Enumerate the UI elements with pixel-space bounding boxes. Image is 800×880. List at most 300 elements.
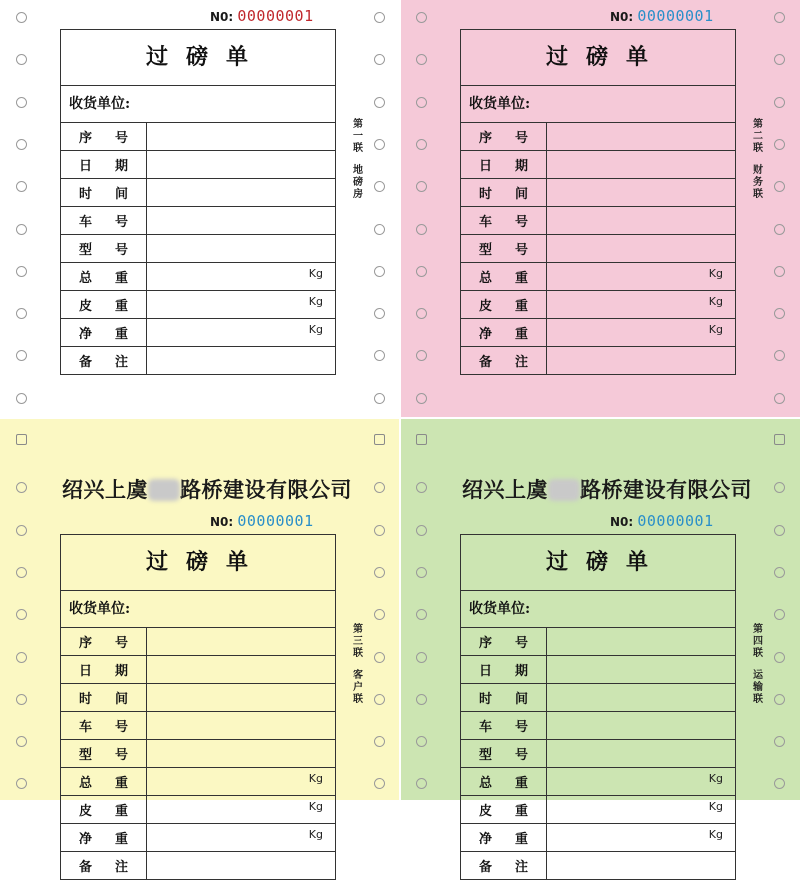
punch-hole [374,12,385,23]
label-char: 总 [79,776,93,791]
copy-label-char: 联 [353,648,363,659]
punch-hole [416,393,427,404]
label-char: 重 [514,776,528,791]
form-row-value[interactable] [547,123,735,150]
receiver-row [461,86,735,123]
form-row [461,768,735,796]
label-char: 型 [79,748,93,763]
label-char: 重 [514,299,528,314]
form-row-value[interactable] [547,319,735,346]
punch-hole [374,139,385,150]
form-row [61,347,335,374]
label-char: 车 [79,215,93,230]
form-row-value[interactable] [147,319,335,346]
form-row [61,684,335,712]
punch-hole [774,694,785,705]
label-char: 期 [514,159,528,174]
punch-hole [774,139,785,150]
label-char: 重 [114,804,128,819]
form-title: 过磅单 [61,535,335,591]
copy-label-char: 房 [353,189,363,200]
punch-hole [16,308,27,319]
form-row-label [461,179,547,206]
receiver-label: 收货单位: [469,96,531,112]
form-row [61,151,335,179]
form-row-label [461,796,547,823]
unit-label: Kg [708,800,723,813]
form-row-value[interactable] [547,235,735,262]
form-row-label [461,123,547,150]
punch-hole [16,139,27,150]
label-char: 号 [514,215,528,230]
punch-hole [16,778,27,789]
punch-hole [416,139,427,150]
form-row-label [61,628,147,655]
copy-label [351,624,365,706]
label-char: 重 [514,327,528,342]
punch-hole [374,609,385,620]
weighing-form [460,534,736,880]
label-char: 号 [114,720,128,735]
form-row-label [61,740,147,767]
punch-hole [374,736,385,747]
label-char: 型 [479,243,493,258]
form-row [61,235,335,263]
label-char: 备 [79,355,93,370]
label-char: 重 [514,271,528,286]
form-row-value[interactable] [547,263,735,290]
form-row-label [61,291,147,318]
form-row-value[interactable] [147,151,335,178]
form-row [461,656,735,684]
label-char: 号 [514,131,528,146]
copy-label-char: 输 [753,682,763,693]
label-char: 型 [479,748,493,763]
form-title: 过磅单 [461,535,735,591]
punch-hole [374,393,385,404]
punch-hole [16,97,27,108]
form-row [461,824,735,852]
form-row-value[interactable] [547,656,735,683]
punch-hole [774,609,785,620]
form-row-value[interactable] [547,712,735,739]
form-row [61,740,335,768]
form-row-value[interactable] [547,151,735,178]
punch-hole [416,736,427,747]
punch-hole [16,652,27,663]
form-row-value[interactable] [147,263,335,290]
label-char: 序 [479,636,493,651]
form-row-value[interactable] [547,768,735,795]
form-row-value[interactable] [547,852,735,879]
copy-label-char: 联 [753,648,763,659]
punch-hole [416,266,427,277]
label-char: 车 [479,215,493,230]
receiver-row [461,591,735,628]
form-row-value[interactable] [147,712,335,739]
copy-label-char: 运 [753,670,763,681]
perforation-square [16,434,27,445]
form-row-label [461,852,547,879]
receiver-label: 收货单位: [69,96,131,112]
punch-hole [774,308,785,319]
label-char: 备 [479,860,493,875]
unit-label: Kg [308,772,323,785]
copy-3 [0,418,400,875]
serial-value: 00000001 [637,512,714,530]
form-row-label [461,656,547,683]
form-row [461,319,735,347]
form-row [461,684,735,712]
punch-hole [374,350,385,361]
form-row [461,207,735,235]
punch-hole [374,525,385,536]
serial-label: N0: [210,515,238,529]
form-row [61,179,335,207]
sheet-divider-vertical [399,0,401,800]
label-char: 重 [114,776,128,791]
perforation-square [374,434,385,445]
copy-label-char: 务 [753,177,763,188]
label-char: 注 [514,355,528,370]
form-row-value[interactable] [547,796,735,823]
punch-hole [416,12,427,23]
company-name-suffix: 路桥建设有限公司 [180,477,352,502]
form-row-label [461,628,547,655]
copy-label-char [751,155,765,165]
label-char: 号 [514,636,528,651]
form-row-label [61,207,147,234]
weighing-form [60,534,336,880]
form-row-value[interactable] [147,824,335,851]
copy-label-char: 户 [353,682,363,693]
punch-hole [374,308,385,319]
form-title: 过磅单 [61,30,335,86]
form-row [61,319,335,347]
label-char: 号 [114,131,128,146]
punch-hole [16,609,27,620]
serial-number [210,7,314,25]
form-row-value[interactable] [147,740,335,767]
punch-hole [374,652,385,663]
form-row [461,123,735,151]
punch-hole [416,224,427,235]
punch-hole [16,393,27,404]
form-row [61,263,335,291]
label-char: 重 [114,299,128,314]
punch-hole [16,224,27,235]
form-row-label [61,796,147,823]
copy-label-char: 联 [753,143,763,154]
label-char: 期 [114,664,128,679]
punch-hole [416,567,427,578]
form-row-value[interactable] [547,347,735,374]
form-row-value[interactable] [547,684,735,711]
form-row-value[interactable] [147,684,335,711]
form-row-label [461,824,547,851]
label-char: 注 [514,860,528,875]
form-row-label [61,319,147,346]
punch-hole [416,97,427,108]
label-char: 日 [479,664,493,679]
form-row-label [461,347,547,374]
label-char: 车 [79,720,93,735]
label-char: 时 [479,692,493,707]
form-row-value[interactable] [147,291,335,318]
label-char: 号 [514,720,528,735]
weighing-form [60,29,336,375]
form-row-value[interactable] [147,207,335,234]
form-row-label [61,656,147,683]
copy-label-char [751,660,765,670]
punch-hole [416,54,427,65]
unit-label: Kg [708,267,723,280]
form-row-label [61,852,147,879]
label-char: 日 [479,159,493,174]
form-row-value[interactable] [547,628,735,655]
label-char: 重 [514,832,528,847]
label-char: 间 [514,692,528,707]
form-row-label [461,712,547,739]
punch-hole [16,266,27,277]
form-row [461,796,735,824]
serial-value: 00000001 [237,512,314,530]
punch-hole [374,97,385,108]
label-char: 型 [79,243,93,258]
punch-hole [774,12,785,23]
label-char: 序 [479,131,493,146]
copy-label [351,119,365,201]
copy-label-char: 第 [753,624,763,635]
punch-hole [774,482,785,493]
company-name [62,474,352,504]
serial-value: 00000001 [237,7,314,25]
form-row-value[interactable] [147,796,335,823]
form-row-value[interactable] [147,768,335,795]
punch-hole [16,181,27,192]
company-name-prefix: 绍兴上虞 [462,477,548,502]
copy-label-char: 联 [753,189,763,200]
unit-label: Kg [308,828,323,841]
form-row-label [61,235,147,262]
punch-hole [774,181,785,192]
serial-number [610,512,714,530]
copy-label [751,119,765,201]
form-row [461,179,735,207]
form-row [61,656,335,684]
form-row-value[interactable] [147,235,335,262]
label-char: 皮 [79,299,93,314]
copy-label-char: 联 [353,694,363,705]
copy-label-char: 财 [753,165,763,176]
label-char: 号 [114,243,128,258]
form-row-label [61,151,147,178]
punch-hole [374,54,385,65]
serial-label: N0: [210,10,238,24]
punch-hole [416,308,427,319]
copy-label-char: 第 [753,119,763,130]
form-row [461,235,735,263]
serial-number [210,512,314,530]
punch-hole [774,778,785,789]
punch-hole [774,652,785,663]
unit-label: Kg [308,267,323,280]
redacted-mark [548,479,580,501]
punch-hole [774,54,785,65]
label-char: 净 [479,832,493,847]
label-char: 净 [79,327,93,342]
punch-hole [16,525,27,536]
label-char: 皮 [479,804,493,819]
label-char: 号 [114,636,128,651]
punch-hole [374,567,385,578]
punch-hole [774,97,785,108]
form-row-label [461,768,547,795]
copy-label [751,624,765,706]
label-char: 号 [114,748,128,763]
punch-hole [774,393,785,404]
punch-hole [16,350,27,361]
weighing-form [460,29,736,375]
punch-hole [374,694,385,705]
form-row-value[interactable] [547,824,735,851]
label-char: 日 [79,159,93,174]
label-char: 时 [79,692,93,707]
form-row-value[interactable] [147,656,335,683]
form-row-label [61,263,147,290]
serial-value: 00000001 [637,7,714,25]
punch-hole [374,266,385,277]
label-char: 皮 [79,804,93,819]
receiver-row [61,591,335,628]
copy-label-char: 三 [353,636,363,647]
form-row [461,852,735,879]
label-char: 注 [114,860,128,875]
unit-label: Kg [308,295,323,308]
form-row [461,291,735,319]
form-row-value[interactable] [147,347,335,374]
form-row [61,852,335,879]
form-row-label [461,263,547,290]
copy-label-char [351,155,365,165]
label-char: 间 [114,187,128,202]
punch-hole [416,609,427,620]
form-row [461,263,735,291]
company-name-suffix: 路桥建设有限公司 [580,477,752,502]
copy-label-char: 一 [353,131,363,142]
form-row-value[interactable] [547,207,735,234]
label-char: 期 [514,664,528,679]
form-row-label [61,824,147,851]
sheet-divider-horizontal [0,417,800,419]
form-row-value[interactable] [147,628,335,655]
unit-label: Kg [708,295,723,308]
receiver-label: 收货单位: [469,601,531,617]
label-char: 时 [79,187,93,202]
form-row-value[interactable] [147,123,335,150]
form-row-label [461,151,547,178]
copy-2 [400,0,800,418]
punch-hole [16,736,27,747]
punch-hole [416,778,427,789]
form-row [61,824,335,852]
punch-hole [774,736,785,747]
punch-hole [16,567,27,578]
form-row-label [61,712,147,739]
punch-hole [774,350,785,361]
punch-hole [774,266,785,277]
form-row-label [461,684,547,711]
punch-hole [16,54,27,65]
punch-hole [374,224,385,235]
form-row [461,740,735,768]
form-row-label [461,207,547,234]
copy-label-char: 联 [353,143,363,154]
label-char: 时 [479,187,493,202]
punch-hole [416,525,427,536]
copy-label-char: 第 [353,624,363,635]
label-char: 备 [479,355,493,370]
form-row-value[interactable] [147,852,335,879]
unit-label: Kg [708,828,723,841]
form-row-label [61,123,147,150]
label-char: 号 [114,215,128,230]
label-char: 重 [114,271,128,286]
punch-hole [416,652,427,663]
label-char: 总 [479,776,493,791]
perforation-square [416,434,427,445]
form-row [61,123,335,151]
label-char: 号 [514,243,528,258]
form-row-label [61,347,147,374]
form-row [61,712,335,740]
copy-4 [400,418,800,875]
unit-label: Kg [708,323,723,336]
form-row-value[interactable] [547,740,735,767]
perforation-square [774,434,785,445]
punch-hole [374,482,385,493]
company-name-prefix: 绍兴上虞 [62,477,148,502]
form-row-value[interactable] [147,179,335,206]
punch-hole [416,482,427,493]
form-row-value[interactable] [547,291,735,318]
punch-hole [374,181,385,192]
label-char: 序 [79,636,93,651]
company-name [462,474,752,504]
form-row-label [461,291,547,318]
form-row [461,628,735,656]
form-row [61,796,335,824]
punch-hole [374,778,385,789]
form-row-label [61,768,147,795]
receiver-label: 收货单位: [69,601,131,617]
label-char: 总 [79,271,93,286]
label-char: 注 [114,355,128,370]
form-row [461,151,735,179]
label-char: 日 [79,664,93,679]
copy-label-char: 客 [353,670,363,681]
unit-label: Kg [708,772,723,785]
form-row-label [61,684,147,711]
punch-hole [774,567,785,578]
copy-label-char: 地 [353,165,363,176]
label-char: 期 [114,159,128,174]
form-row-value[interactable] [547,179,735,206]
form-row [461,347,735,374]
serial-label: N0: [610,10,638,24]
receiver-row [61,86,335,123]
copy-label-char: 二 [753,131,763,142]
